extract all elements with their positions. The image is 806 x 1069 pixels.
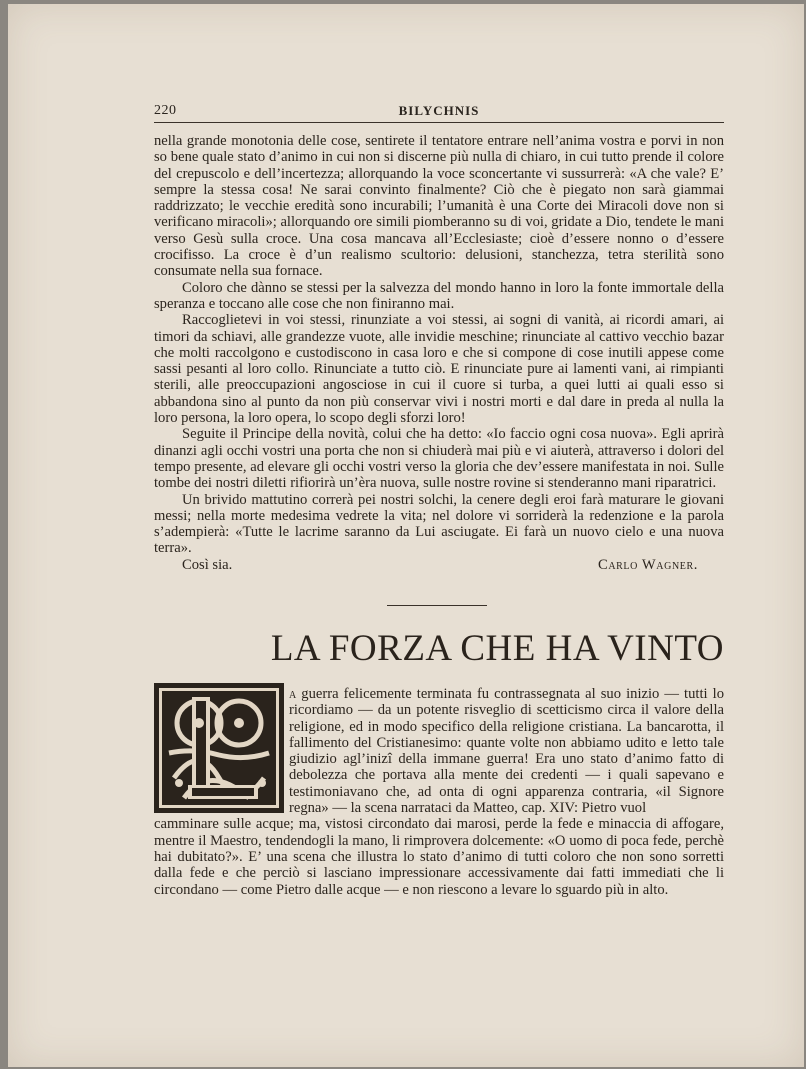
running-header [154, 103, 724, 123]
article-title: LA FORZA CHE HA VINTO [270, 628, 724, 669]
journal-title: BILYCHNIS [398, 103, 480, 118]
article-body [154, 686, 724, 898]
article-body-continued [154, 133, 724, 573]
paragraph: Un brivido mattutino correrà pei nostri solchi, la cenere degli eroi farà maturare le giovani messi; nella morte medesima vedrete la vita; nel dolore vi sorriderà la redenzione e la parola s’adempierà: «Tutte le lacrime saranno da Lui asciugate. Ei farà un nuovo cielo e una nuova terra». [154, 491, 724, 557]
paragraph: Seguite il Principe della novità, colui che ha detto: «Io faccio ogni cosa nuova». Egli aprirà dinanzi agli occhi vostri una porta che non si chiuderà mai più e vi aiuterà, attraverso i dolori del tempo presente, ad elevare gli occhi vostri verso la gloria che dev’essere manifestata in noi. Sulle tombe dei nostri diletti rifiorirà un’èra nuova, sulle nostre rovine si stenderanno mani riparatrici. [154, 426, 724, 492]
author-signature: Carlo Wagner. [597, 556, 698, 573]
page-number: 220 [154, 103, 177, 118]
header-rule [154, 122, 724, 123]
closing-text: Così sia. [182, 556, 233, 573]
paragraph-text: guerra felicemente terminata fu contrassegnata al suo inizio — tutti lo ricordiamo — da un potente risveglio di scetticismo circa il valore della religione, ed in modo specifico della religione cristiana. La bancarotta, il fallimento del Cristianesimo: quante volte non abbiamo udito e letto tale giudizio agl’inizî della immane guerra! Era uno stato d’animo fatto di debolezza che portava alla mente dei credenti — i quali sapevano e testimoniavano che, ad onta di ogni apparenza contraria, «il Signore regna» — la scena narrataci da Matteo, cap. XIV: Pietro vuol [289, 686, 724, 817]
paragraph-continued: camminare sulle acque; ma, vistosi circondato dai marosi, perde la fede e minaccia di affogare, mentre il Maestro, tendendogli la mano, li rimprovera dolcemente: «O uomo di poca fede, perchè hai dubitato?». E’ una scena che illustra lo stato d’animo di tutti coloro che non sono sorretti dalla fede e che perciò si lasciano impressionare accessivamente dai fatti immediati che li circondano — come Pietro dalle acque — e non riescono a levare lo sguardo più in alto. [154, 816, 724, 898]
section-separator [387, 605, 487, 606]
paragraph: Coloro che dànno se stessi per la salvezza del mondo hanno in loro la fonte immortale della speranza e toccano alle cose che non finiranno mai. [154, 279, 724, 312]
paragraph: Raccoglietevi in voi stessi, rinunziate a voi stessi, ai sogni di vanità, ai ricordi amari, ai timori da schiavi, alle grandezze vuote, alle invidie meschine; rinunciate al cattivo vecchio bazar che molti raccolgono e custodiscono in casa loro e che si compone di cose inutili appese come sassi pesanti al loro collo. Rinunciate a tutto ciò. E rinunciate pure ai lamenti vani, ai rimpianti sterili, alle preoccupazioni angosciose in cui il cuore si turba, a quei lutti ai quali esso si abbandona sino al punto da non più conservar vivi i nostri morti e dal dare in preda al nulla la loro persona, la loro opera, lo scopo degli sforzi loro! [154, 312, 724, 427]
paragraph: nella grande monotonia delle cose, sentirete il tentatore entrare nell’anima vostra e porvi in non so bene quale stato d’animo in cui non si discerne più nulla di chiaro, in cui tutto prende il colore del crepuscolo e dell’incertezza; allorquando la voce sconcertante vi sussurrerà: «A che vale? E’ sempre la stessa cosa! Ne sarai convinto finalmente? Ciò che è piegato non sarà giammai raddrizzato; le vecchie eredità sono incurabili; l’umanità è una Corte dei Miracoli dove non si verificano miracoli»; allorquando ore simili piomberanno su di voi, gridate a Dio, tendete le mani verso Gesù sulla croce. Una cosa mancava all’Ecclesiaste; cioè d’essere nonno o d’essere crocifisso. La croce è d’un realismo scultorio: delusioni, stanchezza, tetra sterilità sono consumate nella sua fornace. [154, 133, 724, 280]
paragraph-wrap-initial [289, 686, 724, 816]
small-caps-first-letter: a [289, 686, 297, 702]
closing-line [154, 557, 724, 573]
